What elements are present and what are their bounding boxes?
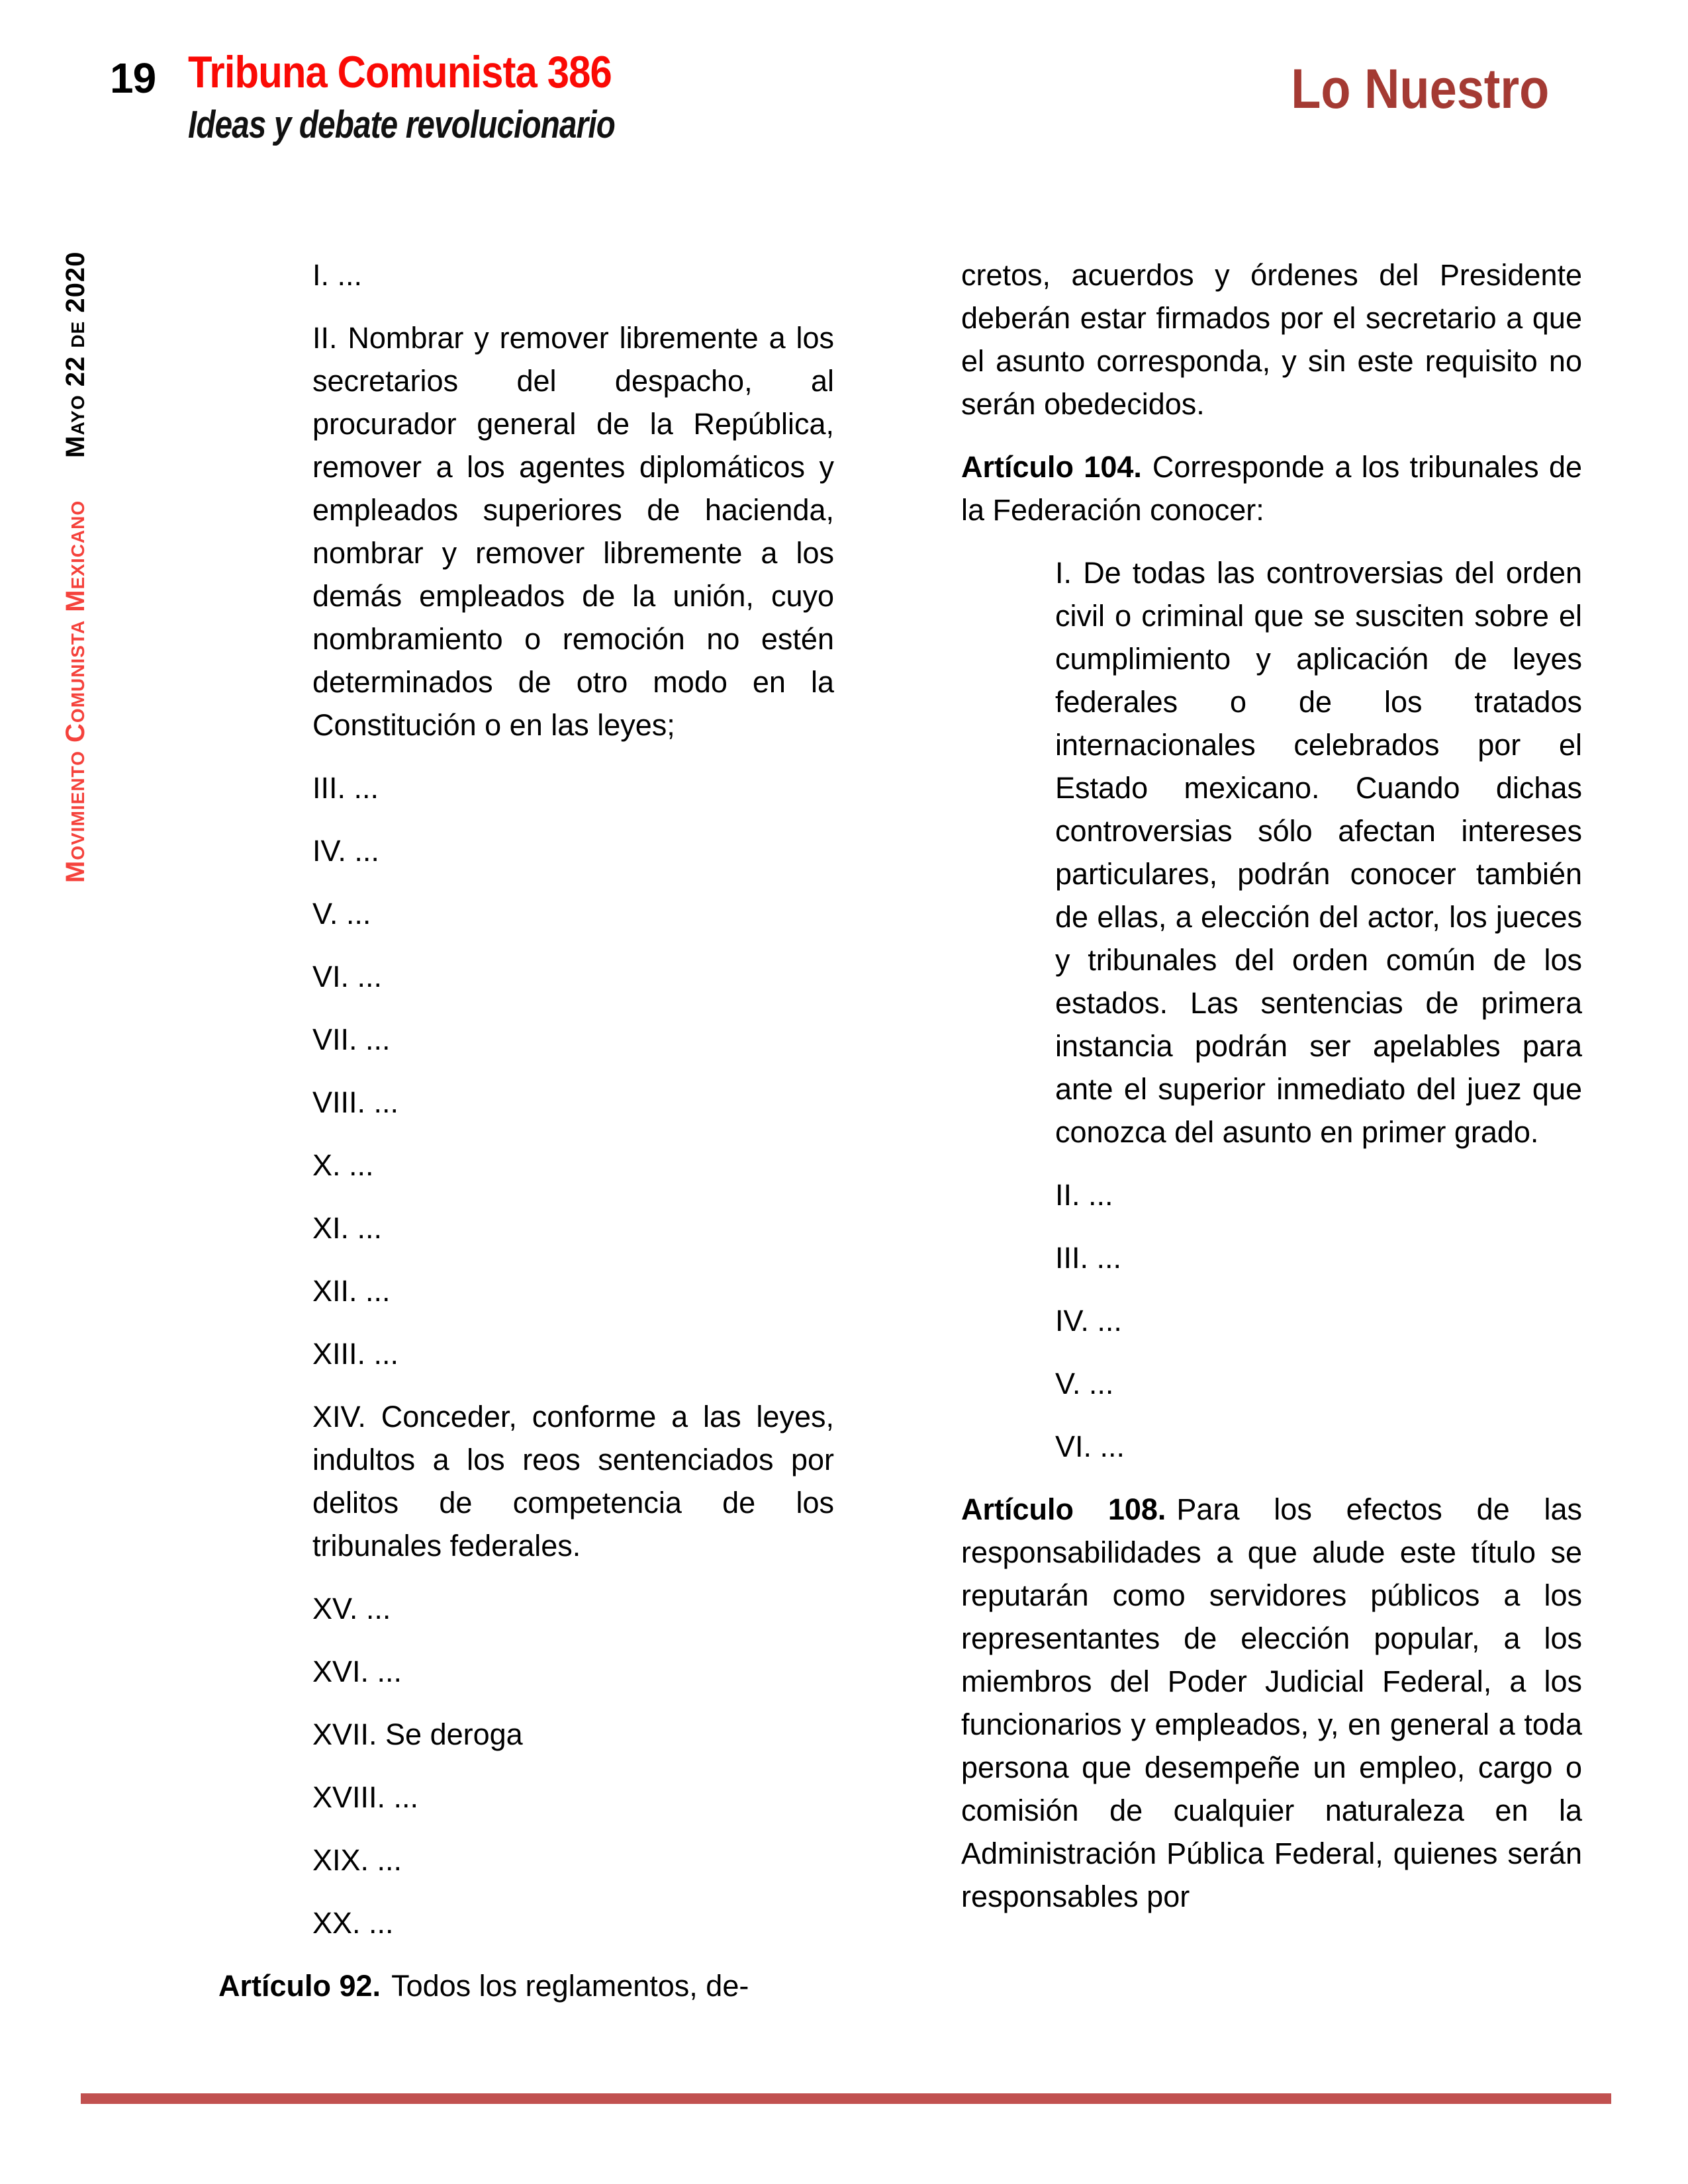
section-title: Lo Nuestro bbox=[1290, 58, 1549, 120]
list-item: XI. ... bbox=[312, 1211, 383, 1245]
list-item: XIV. Conceder, conforme a las leyes, indultos a los reos sentenciados por delitos de competencia de los tribunales federales. bbox=[312, 1400, 834, 1563]
list-item: VII. ... bbox=[312, 1023, 391, 1056]
body-paragraph: cretos, acuerdos y órdenes del Presidente deberán estar firmados por el secretario a que el asunto corresponda, y sin este requisito no serán obedecidos. bbox=[961, 258, 1582, 421]
list-item: XIX. ... bbox=[312, 1843, 402, 1877]
list-item: XV. ... bbox=[312, 1592, 391, 1625]
sidebar-organization: Movimiento Comunista Mexicano bbox=[61, 500, 90, 883]
page-number: 19 bbox=[110, 54, 156, 102]
article-number: Artículo 104. bbox=[961, 450, 1142, 484]
left-column bbox=[218, 253, 834, 2027]
list-item: I. De todas las controversias del orden civil o criminal que se susciten sobre el cumplimiento y aplicación de leyes federales o de los tratados internacionales celebrados por el Estado mexicano. Cuando dichas controversias sólo afectan intereses particulares, podrán conocer también de ellas, a elección del actor, los jueces y tribunales del orden común de los estados. Las sentencias de primera instancia podrán ser apelables para ante el superior inmediato del juez que conozca del asunto en primer grado. bbox=[1055, 556, 1582, 1149]
list-item: I. ... bbox=[312, 258, 363, 292]
list-item: VIII. ... bbox=[312, 1085, 399, 1119]
masthead-subtitle: Ideas y debate revolucionario bbox=[188, 103, 615, 147]
list-item: IV. ... bbox=[1055, 1304, 1122, 1338]
article-text: Todos los reglamentos, de- bbox=[391, 1969, 749, 2003]
footer-rule bbox=[81, 2093, 1611, 2104]
list-item: II. ... bbox=[1055, 1178, 1113, 1212]
article-paragraph bbox=[961, 445, 1582, 531]
list-item: II. Nombrar y remover libremente a los secretarios del despacho, al procurador general de la República, remover a los agentes diplomáticos y empleados superiores de hacienda, nombrar y remover libremente a los demás empleados de la unión, cuyo nombramiento o remoción no estén determinados de otro modo en la Constitución o en las leyes; bbox=[312, 321, 834, 742]
article-paragraph bbox=[218, 1964, 834, 2007]
list-item: XX. ... bbox=[312, 1906, 394, 1940]
list-item: XIII. ... bbox=[312, 1337, 399, 1371]
list-item: VI. ... bbox=[312, 960, 383, 993]
list-item: XVI. ... bbox=[312, 1655, 402, 1688]
list-item: V. ... bbox=[312, 897, 371, 931]
list-item: XII. ... bbox=[312, 1274, 391, 1308]
list-item: X. ... bbox=[312, 1148, 374, 1182]
list-item: XVIII. ... bbox=[312, 1780, 419, 1814]
article-paragraph bbox=[961, 1488, 1582, 1918]
article-number: Artículo 92. bbox=[218, 1969, 381, 2003]
article-text: Para los efectos de las responsabilidades a que alude este título se reputarán como servidores públicos a los representantes de elección popular, a los miembros del Poder Judicial Federal, a los funcionarios y empleados, y, en general a toda persona que desempeñe un empleo, cargo o comisión de cualquier naturaleza en la Administración Pública Federal, quienes serán responsables por bbox=[961, 1492, 1582, 1913]
article-number: Artículo 108. bbox=[961, 1492, 1166, 1526]
masthead-title: Tribuna Comunista 386 bbox=[188, 47, 612, 97]
article-text: Corresponde a los tribunales de la Federación conocer: bbox=[961, 450, 1583, 527]
list-item: III. ... bbox=[312, 771, 379, 805]
right-column bbox=[961, 253, 1582, 1938]
masthead bbox=[188, 49, 709, 146]
list-item: V. ... bbox=[1055, 1367, 1114, 1400]
list-item: XVII. Se deroga bbox=[312, 1717, 523, 1751]
list-item: III. ... bbox=[1055, 1241, 1122, 1275]
sidebar-date: Mayo 22 de 2020 bbox=[61, 251, 90, 458]
sidebar-vertical-text bbox=[62, 251, 89, 883]
list-item: VI. ... bbox=[1055, 1430, 1125, 1463]
list-item: IV. ... bbox=[312, 834, 379, 868]
